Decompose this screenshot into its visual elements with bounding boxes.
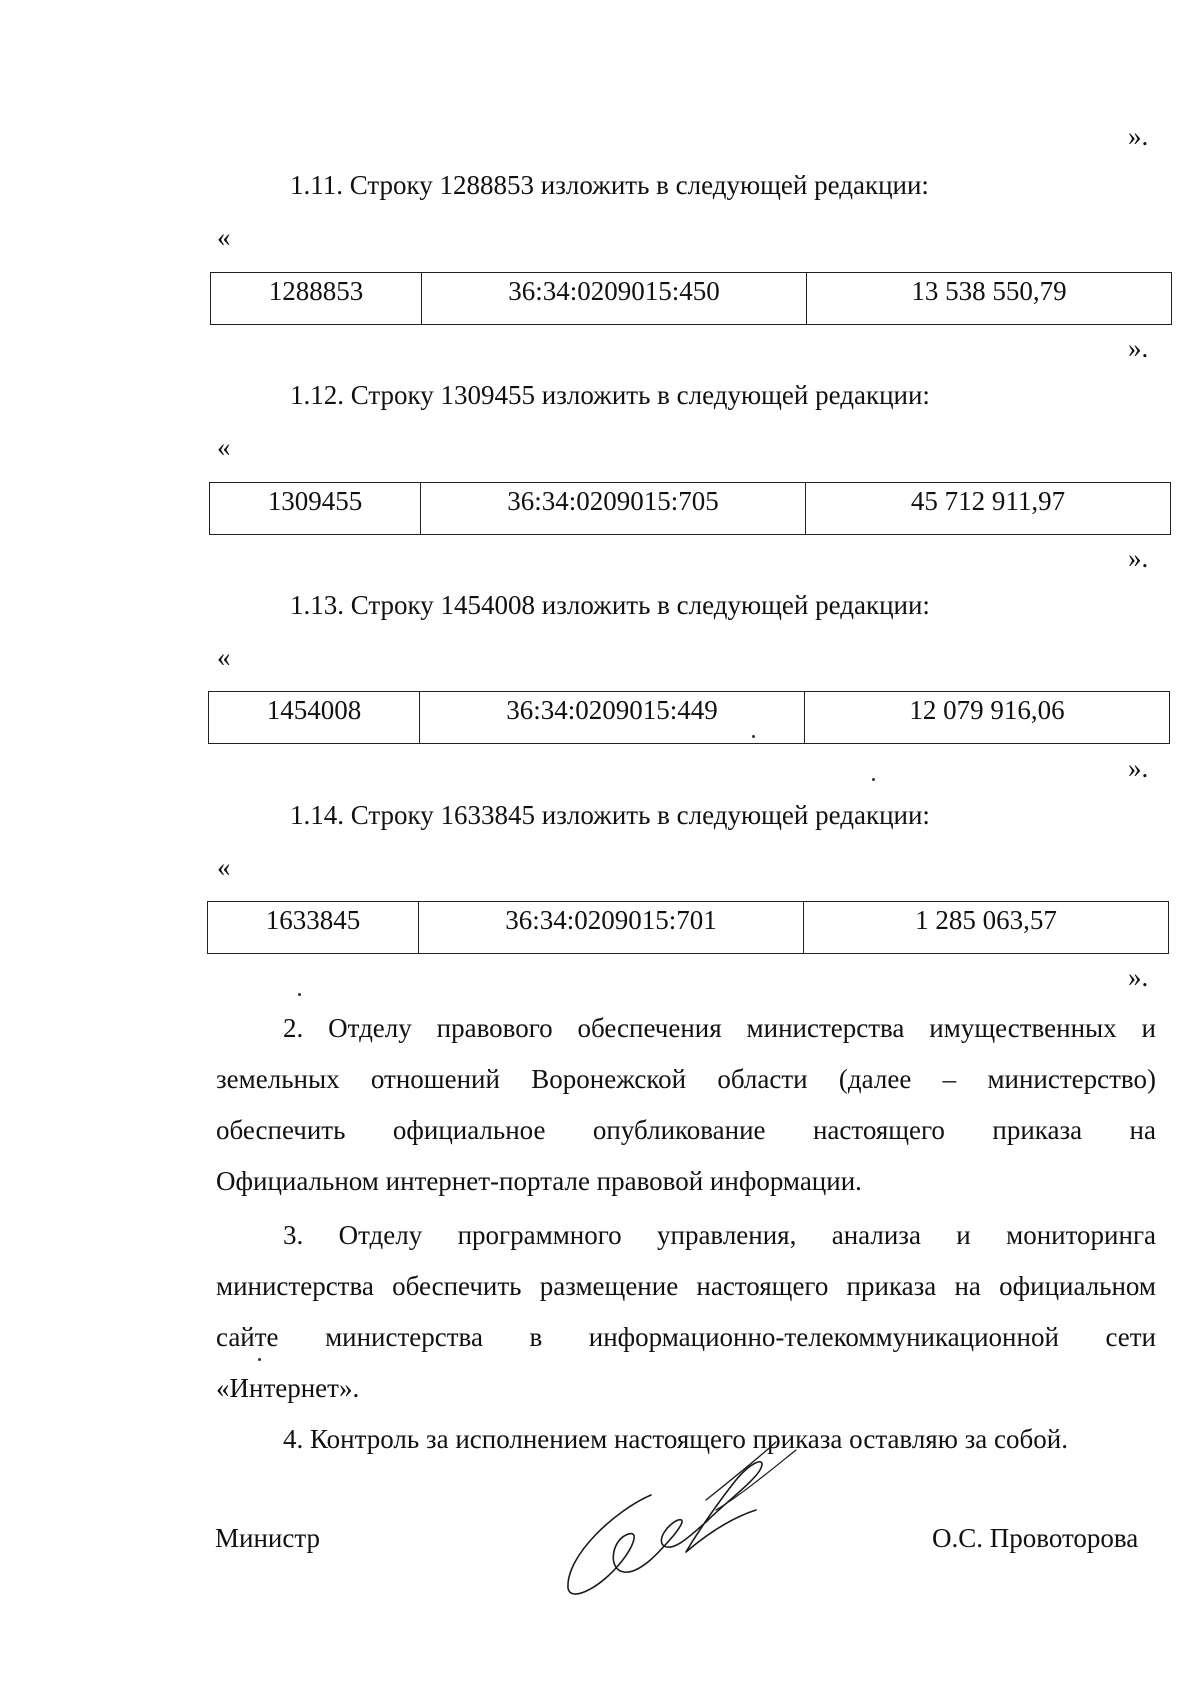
opening-quote: « <box>217 222 231 252</box>
table-cell-value: 12 079 916,06 <box>805 692 1170 744</box>
paragraph-line: «Интернет». <box>216 1373 360 1403</box>
item-heading-1-11: 1.11. Строку 1288853 изложить в следующей редакции: <box>290 170 929 200</box>
paragraph-4: 4. Контроль за исполнением настоящего приказа оставляю за собой. <box>283 1424 1068 1454</box>
closing-quote: ». <box>1128 543 1149 573</box>
opening-quote: « <box>217 432 231 462</box>
signer-name: О.С. Провоторова <box>932 1523 1139 1553</box>
paragraph-line: земельных отношений Воронежской области (далее – министерство) <box>216 1064 1156 1094</box>
table-row <box>209 692 1170 744</box>
table-cell-id: 1309455 <box>210 483 421 535</box>
data-table-1-13 <box>208 691 1170 744</box>
closing-quote: ». <box>1128 962 1149 992</box>
paragraph-2 <box>216 1003 1156 1207</box>
data-table-1-14 <box>207 901 1169 954</box>
paragraph-line: обеспечить официальное опубликование настоящего приказа на <box>216 1115 1156 1145</box>
table-cell-value: 1 285 063,57 <box>804 902 1169 954</box>
scan-speck <box>298 993 301 996</box>
table-row <box>210 483 1171 535</box>
scan-speck <box>752 735 755 738</box>
data-table-1-11 <box>210 272 1172 325</box>
table-cell-id: 1288853 <box>211 273 422 325</box>
paragraph-line: 3. Отделу программного управления, анализа и мониторинга <box>283 1220 1156 1250</box>
paragraph-line: Официальном интернет-портале правовой информации. <box>216 1166 862 1196</box>
closing-quote: ». <box>1128 753 1149 783</box>
paragraph-line: министерства обеспечить размещение настоящего приказа на официальном <box>216 1271 1156 1301</box>
paragraph-line: сайте министерства в информационно-телекоммуникационной сети <box>216 1322 1156 1352</box>
closing-quote: ». <box>1128 333 1149 363</box>
table-cell-cadastral: 36:34:0209015:450 <box>422 273 807 325</box>
item-heading-1-14: 1.14. Строку 1633845 изложить в следующей редакции: <box>290 800 930 830</box>
signature-image <box>556 1440 816 1600</box>
table-cell-value: 45 712 911,97 <box>806 483 1171 535</box>
item-heading-1-12: 1.12. Строку 1309455 изложить в следующей редакции: <box>290 380 930 410</box>
table-cell-id: 1454008 <box>209 692 420 744</box>
paragraph-3 <box>216 1210 1156 1414</box>
paragraph-line: 2. Отделу правового обеспечения министерства имущественных и <box>283 1013 1156 1043</box>
scan-speck <box>872 778 875 781</box>
data-table-1-12 <box>209 482 1171 535</box>
table-row <box>208 902 1169 954</box>
closing-quote: ». <box>1128 121 1149 151</box>
table-cell-cadastral: 36:34:0209015:701 <box>419 902 804 954</box>
opening-quote: « <box>217 642 231 672</box>
table-cell-value: 13 538 550,79 <box>807 273 1172 325</box>
table-cell-id: 1633845 <box>208 902 419 954</box>
opening-quote: « <box>217 852 231 882</box>
scan-speck <box>258 1358 261 1361</box>
table-cell-cadastral: 36:34:0209015:449 <box>420 692 805 744</box>
table-row <box>211 273 1172 325</box>
item-heading-1-13: 1.13. Строку 1454008 изложить в следующей редакции: <box>290 590 930 620</box>
table-cell-cadastral: 36:34:0209015:705 <box>421 483 806 535</box>
signer-position: Министр <box>215 1523 320 1553</box>
